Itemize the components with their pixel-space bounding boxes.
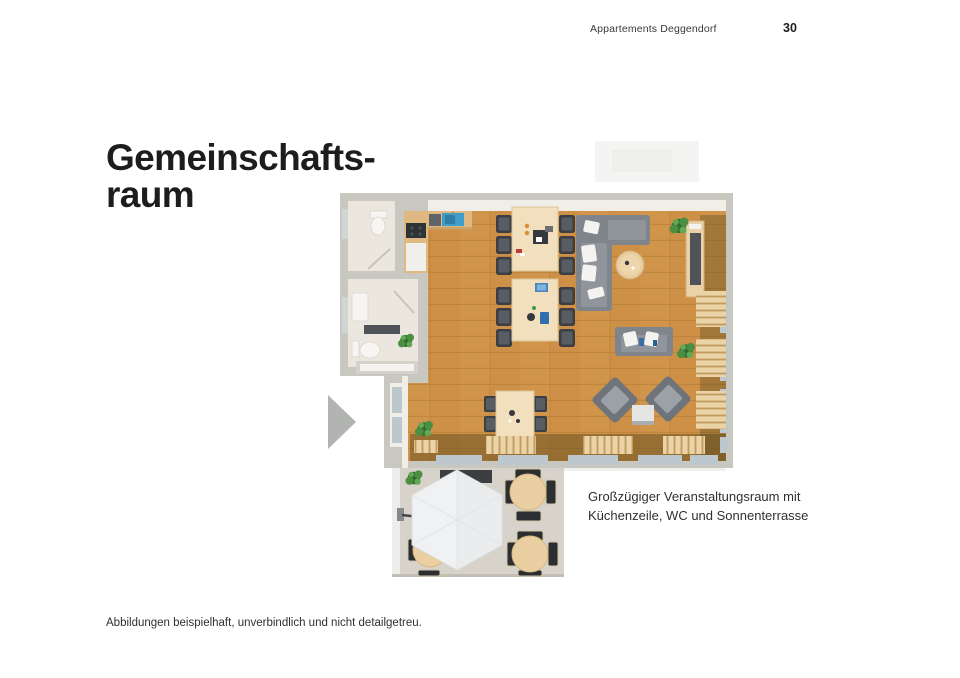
page-title	[106, 139, 375, 213]
page-number: 30	[783, 21, 797, 35]
page-title-line1: Gemeinschafts-	[106, 137, 376, 178]
wall-divider	[395, 193, 404, 279]
dining-table-1	[496, 207, 575, 275]
faint-render-artifact	[612, 150, 672, 172]
coffee-table	[616, 251, 644, 279]
dining-table-2	[496, 279, 575, 347]
disclaimer-text: Abbildungen beispielhaft, unverbindlich und nicht detailgetreu.	[106, 617, 422, 629]
caption-line2: Küchenzeile, WC und Sonnenterrasse	[588, 507, 809, 523]
caption-line1: Großzügiger Veranstaltungsraum mit	[588, 489, 801, 504]
sideboard	[686, 221, 704, 297]
wc-room-1	[342, 201, 395, 271]
loveseat-sofa	[615, 327, 673, 356]
terrace	[392, 468, 564, 577]
wc-room-2	[342, 279, 418, 367]
page-title-line2: raum	[106, 174, 195, 215]
image-caption	[588, 488, 808, 525]
running-title: Appartements Deggendorf	[590, 23, 717, 35]
floorplan-rendering	[340, 193, 734, 585]
window-ledge	[356, 361, 418, 374]
